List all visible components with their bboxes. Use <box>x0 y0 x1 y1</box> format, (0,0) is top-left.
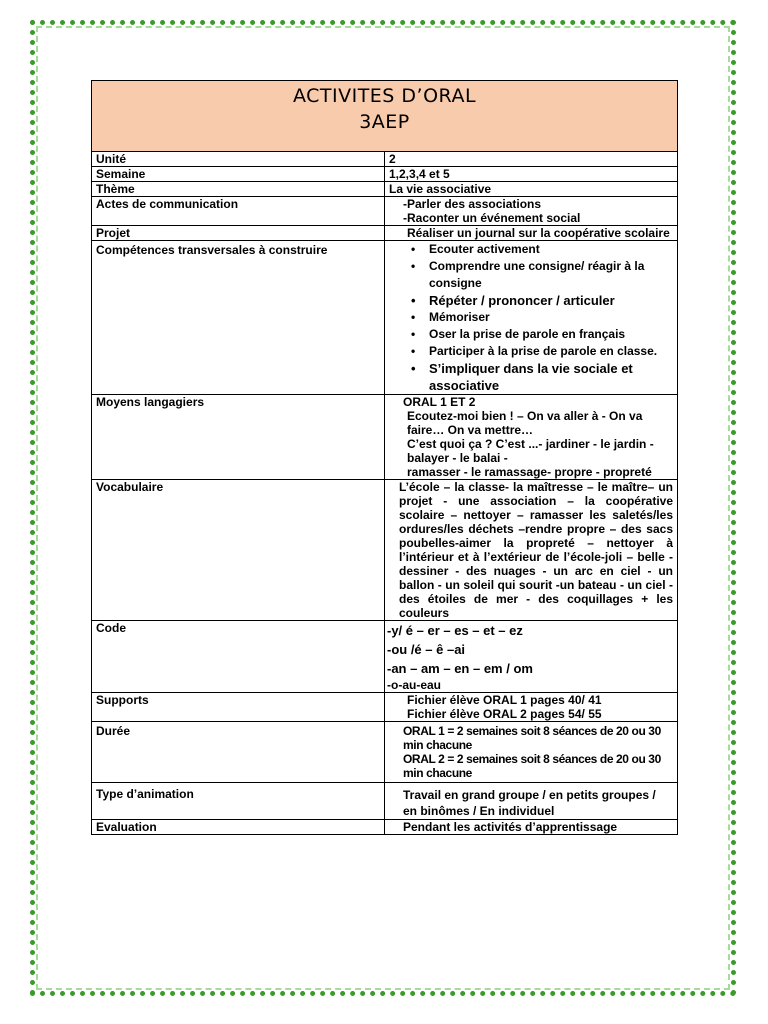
table-row-supports <box>92 693 678 722</box>
table-row-semaine <box>92 167 678 182</box>
row-label: Semaine <box>92 167 385 182</box>
code-line: -ou /é – ê –ai <box>387 642 466 657</box>
table-row-competences <box>92 241 678 395</box>
acte-line: -Raconter un événement social <box>403 211 581 225</box>
row-label: Unité <box>92 152 385 167</box>
moyens-line: ORAL 1 ET 2 <box>403 395 476 409</box>
table-row-theme <box>92 182 678 197</box>
row-value: Pendant les activités d’apprentissage <box>385 820 678 835</box>
row-value: 2 <box>385 152 678 167</box>
support-line: Fichier élève ORAL 1 pages 40/ 41 <box>407 693 602 707</box>
header-row <box>92 81 678 152</box>
row-label: Moyens langagiers <box>92 395 385 480</box>
table-row-unite <box>92 152 678 167</box>
table-row-projet <box>92 226 678 241</box>
row-label: Projet <box>92 226 385 241</box>
row-label: Vocabulaire <box>92 480 385 621</box>
row-value: Travail en grand groupe / en petits groupes / en binômes / En individuel <box>385 783 678 820</box>
moyens-line: Ecoutez-moi bien ! – On va aller à - On va faire… On va mettre… <box>407 409 643 437</box>
list-item: • Mémoriser <box>429 309 673 326</box>
table-row-code <box>92 621 678 693</box>
list-item: • Répéter / prononcer / articuler <box>429 292 673 309</box>
table-row-evaluation <box>92 820 678 835</box>
list-item: • S’impliquer dans la vie sociale et associative <box>429 360 673 394</box>
list-item: • Oser la prise de parole en français <box>429 326 673 343</box>
table-row-actes <box>92 197 678 226</box>
row-value: L’école – la classe- la maîtresse – le maître– un projet - une association – la coopérative scolaire – nettoyer – ramasser les saletés/les ordures/les déchets –rendre propre – des sacs poubelles-aimer la propreté – nettoyer à l’intérieur et à l’extérieur de l’école-joli – belle - dessiner - des nuages - un arc en ciel - un ballon - un soleil qui sourit -un bateau - un ciel - des étoiles de mer - des coquillages + les couleurs <box>385 480 678 621</box>
competences-list <box>389 241 673 394</box>
row-label: Compétences transversales à construire <box>92 241 385 395</box>
row-label: Code <box>92 621 385 693</box>
code-line: -an – am – en – em / om <box>387 661 533 676</box>
table-header <box>92 81 678 152</box>
row-value: La vie associative <box>385 182 678 197</box>
page-title: ACTIVITES D’ORAL <box>292 85 477 107</box>
list-item: • Comprendre une consigne/ réagir à la consigne <box>429 258 673 292</box>
list-item: • Participer à la prise de parole en classe. <box>429 343 673 360</box>
page-subtitle: 3AEP <box>359 111 410 133</box>
duree-line: ORAL 2 = 2 semaines soit 8 séances de 20 ou 30 min chacune <box>403 752 661 780</box>
row-value <box>385 197 678 226</box>
row-label: Actes de communication <box>92 197 385 226</box>
row-value <box>385 693 678 722</box>
table-row-vocabulaire <box>92 480 678 621</box>
list-item: • Ecouter activement <box>429 241 673 258</box>
row-value: 1,2,3,4 et 5 <box>385 167 678 182</box>
code-line: -o-au-eau <box>387 678 441 692</box>
moyens-line: C’est quoi ça ? C’est ...- jardiner - le jardin -balayer - le balai - <box>407 437 654 465</box>
activities-table <box>91 80 678 835</box>
row-label: Evaluation <box>92 820 385 835</box>
row-value <box>385 621 678 693</box>
table-row-moyens <box>92 395 678 480</box>
row-label: Thème <box>92 182 385 197</box>
moyens-line: ramasser - le ramassage- propre - propreté <box>407 465 652 479</box>
row-label: Durée <box>92 722 385 783</box>
table-row-duree <box>92 722 678 783</box>
code-line: -y/ é – er – es – et – ez <box>387 623 523 638</box>
row-value <box>385 722 678 783</box>
duree-line: ORAL 1 = 2 semaines soit 8 séances de 20 ou 30 min chacune <box>403 724 661 752</box>
row-value <box>385 241 678 395</box>
row-label: Type d’animation <box>92 783 385 820</box>
row-value <box>385 395 678 480</box>
support-line: Fichier élève ORAL 2 pages 54/ 55 <box>407 707 602 721</box>
row-value: Réaliser un journal sur la coopérative scolaire <box>385 226 678 241</box>
acte-line: -Parler des associations <box>403 197 542 211</box>
table-row-animation <box>92 783 678 820</box>
row-label: Supports <box>92 693 385 722</box>
